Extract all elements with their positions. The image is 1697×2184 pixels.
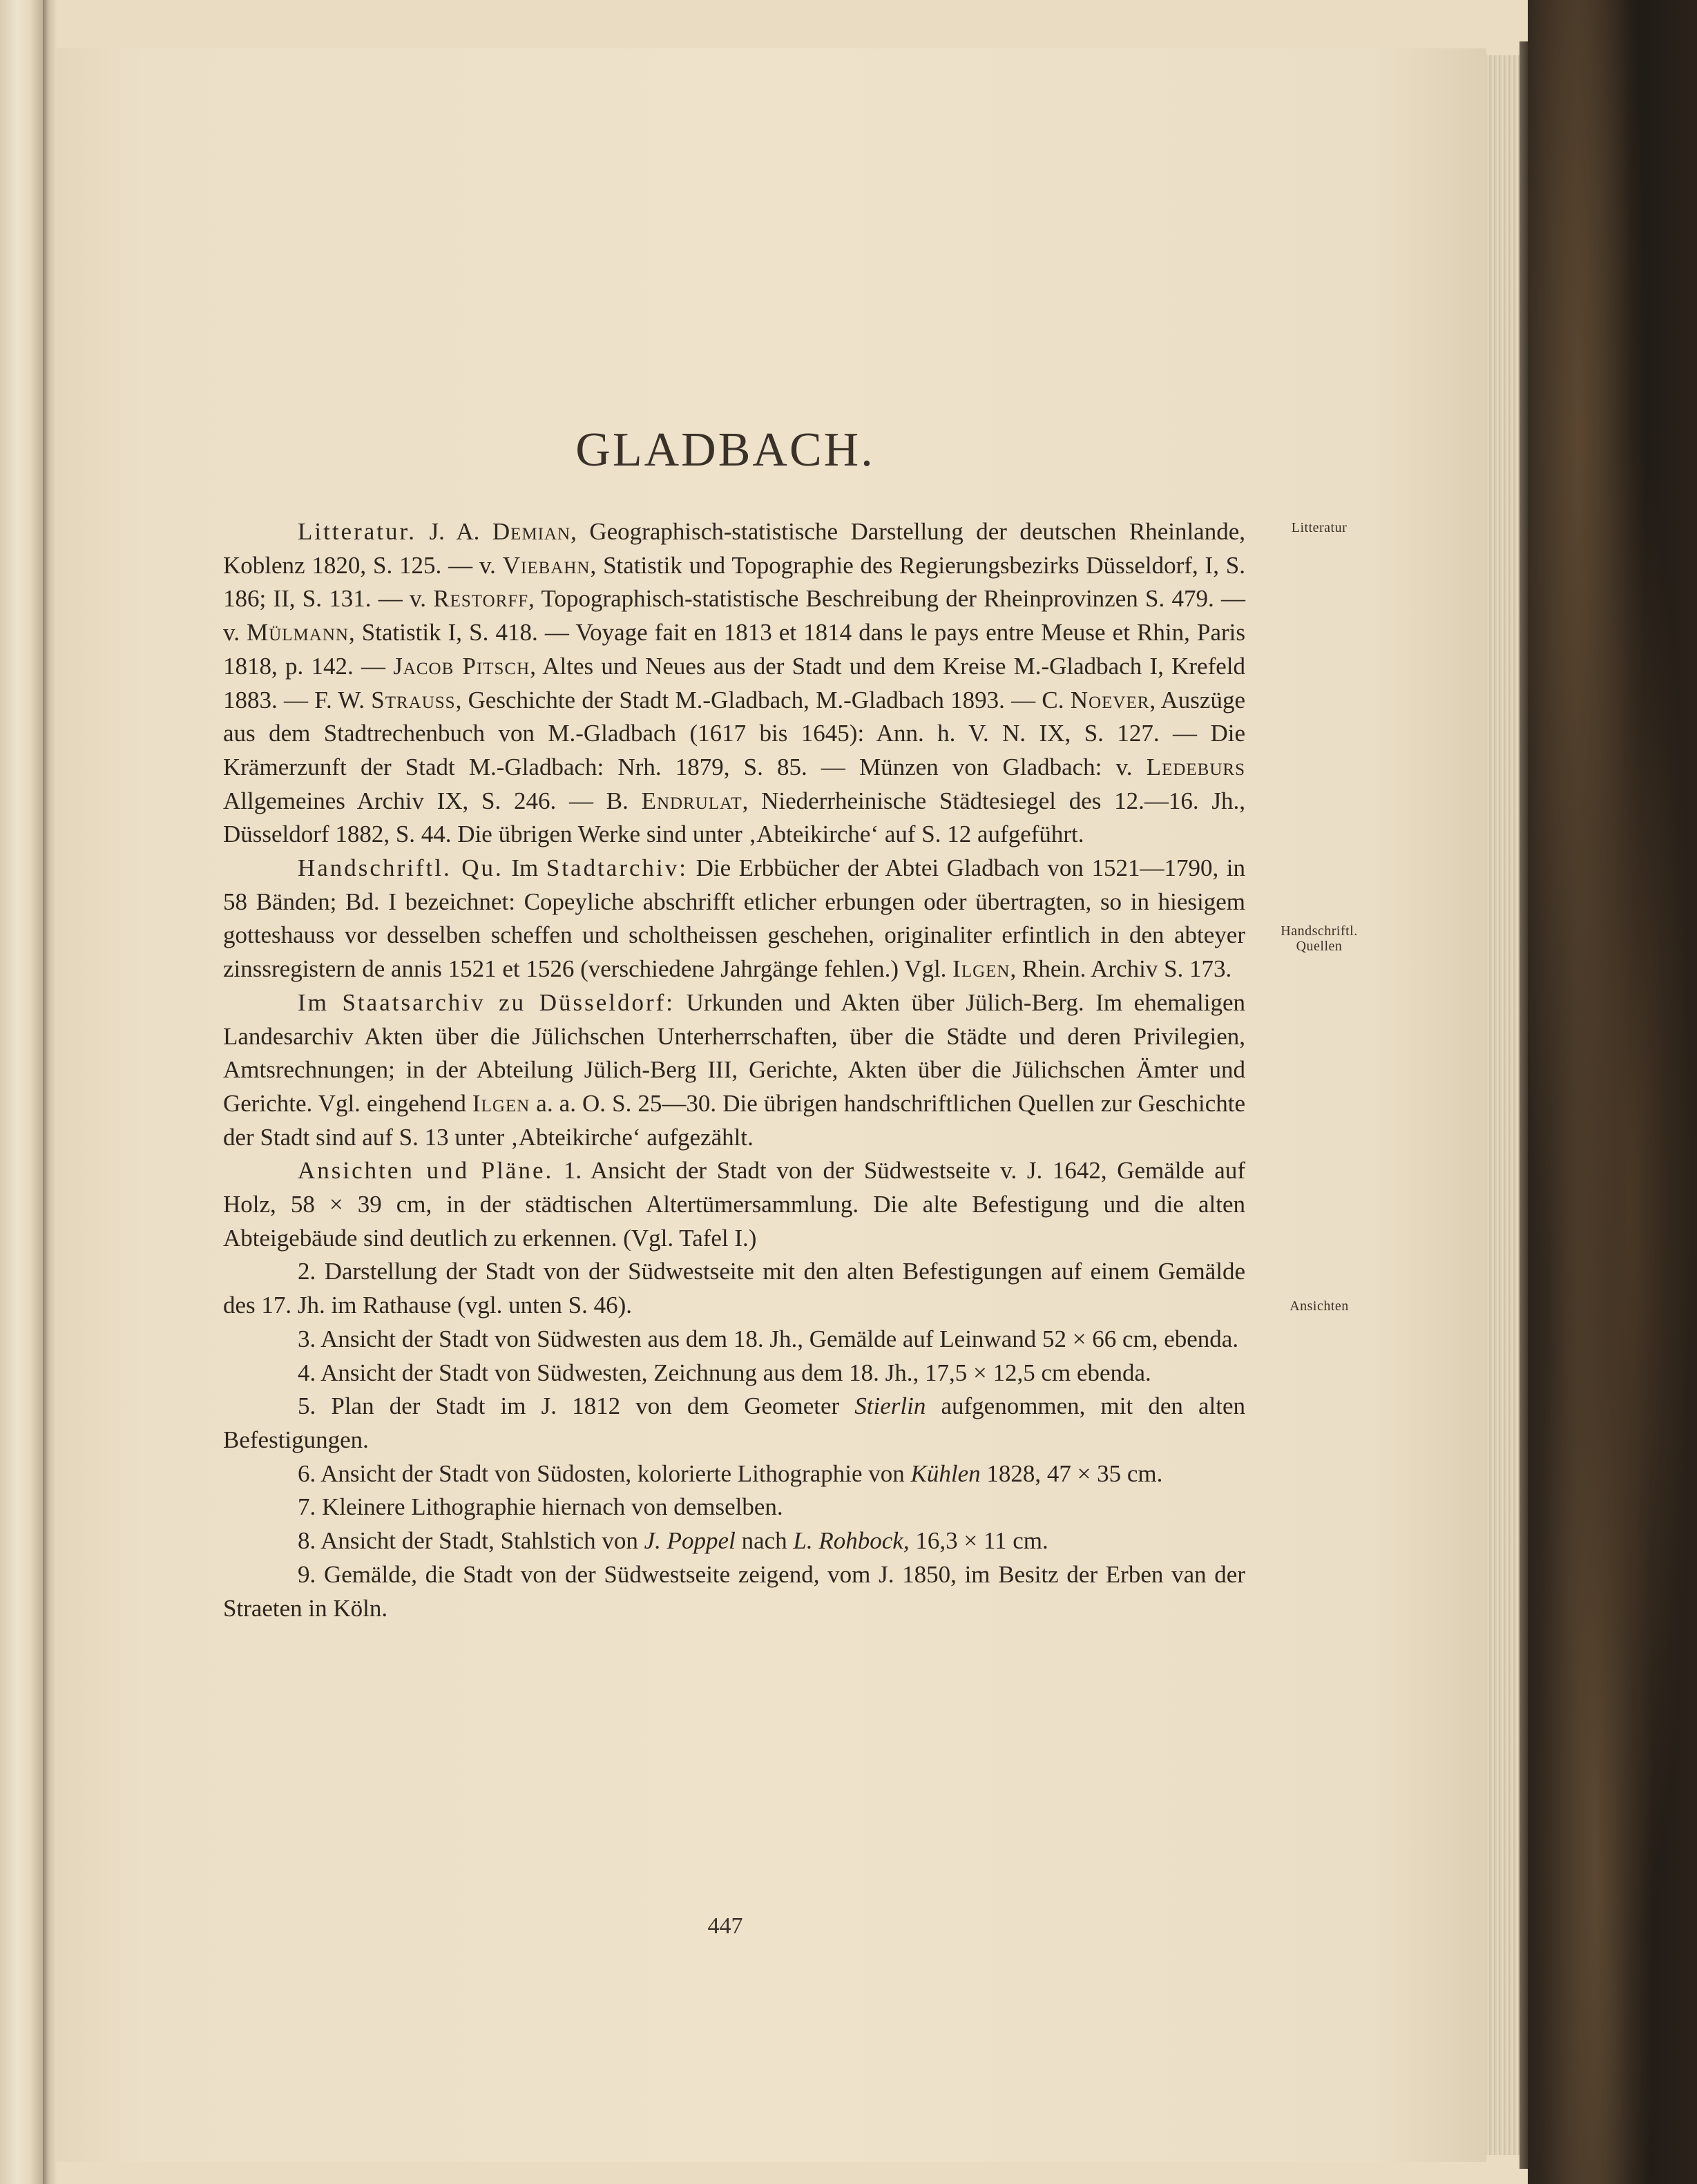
text-run: a. a. O. S. 25—30. Die übrigen handschriftlichen Quellen zur Geschichte der Stadt sind auf S. 13 unter ‚Abteikirche‘ aufgezählt.: [223, 1089, 1245, 1151]
text-run: Urkunden und Akten über Jülich-Berg. Im ehemaligen Landesarchiv Akten über die Jülichschen Unterherrschaften, über die Städte und deren Privilegien, Amtsrechnungen; in der Abteilung Jülich-Berg III, Gerichte, Akten über die Jülichschen Ämter und Gerichte. Vgl. eingehend: [223, 988, 1245, 1117]
margin-note-ansichten: Ansichten: [1289, 1299, 1349, 1314]
text-run: 8. Ansicht der Stadt, Stahlstich von: [298, 1527, 644, 1555]
page-number: 447: [707, 1913, 743, 1939]
text-run: 16,3 × 11 cm.: [909, 1527, 1048, 1555]
book-gutter: [43, 0, 57, 2184]
body-text: [223, 515, 1245, 1625]
list-item-7: 7. Kleinere Lithographie hiernach von demselben.: [298, 1493, 783, 1521]
list-item-3: 3. Ansicht der Stadt von Südwesten aus dem 18. Jh., Gemälde auf Leinwand 52 × 66 cm, ebenda.: [298, 1325, 1239, 1352]
margin-note-handschriftl-line1: Handschriftl.: [1281, 923, 1358, 939]
text-run: , Statistik I, S. 418. — Voyage fait en 1813 et 1814 dans le pays entre Meuse et Rhin, Paris 1818, p. 142. —: [223, 619, 1245, 680]
author-name: Ilgen: [472, 1089, 530, 1117]
section-lead: Stadtarchiv:: [546, 854, 688, 882]
list-item-5: [223, 1390, 1245, 1457]
left-page-edge: [0, 0, 43, 2184]
artist-name: J. Poppel: [644, 1527, 736, 1555]
text-run: 6. Ansicht der Stadt von Südosten, kolorierte Lithographie von: [298, 1459, 911, 1487]
margin-note-litteratur: Litteratur: [1291, 520, 1348, 535]
text-run: , Statistik und Topographie des Regierungsbezirks Düsseldorf, I, S. 186; II, S. 131. — v.: [223, 551, 1245, 613]
text-run: , Topographisch-statistische Beschreibung der Rheinprovinzen S. 479. — v.: [223, 585, 1245, 646]
text-run: Allgemeines Archiv IX, S. 246. — B.: [223, 787, 642, 814]
margin-note-handschriftl: [1264, 923, 1374, 954]
author-name: Mülmann: [247, 619, 349, 646]
page-title: GLADBACH.: [575, 423, 875, 477]
author-name: Strauss: [371, 686, 456, 713]
list-item-2: 2. Darstellung der Stadt von der Südwestseite mit den alten Befestigungen auf einem Gemälde des 17. Jh. im Rathause (vgl. unten S. 46).: [223, 1258, 1245, 1319]
list-item-9: 9. Gemälde, die Stadt von der Südwestseite zeigend, vom J. 1850, im Besitz der Erben van der Straeten in Köln.: [223, 1560, 1245, 1622]
text-run: , Auszüge aus dem Stadtrechenbuch von M.-Gladbach (1617 bis 1645): Ann. h. V. N. IX, S. 127. — Die Krämerzunft der Stadt M.-Gladbach: Nrh. 1879, S. 85. — Münzen von Gladbach: v.: [223, 686, 1245, 780]
text-run: , Geographisch-statistische Darstellung der deutschen Rheinlande, Koblenz 1820, S. 125. — v.: [223, 518, 1245, 579]
text-run: aufgenommen, mit den alten Befestigungen.: [223, 1392, 1245, 1453]
artist-name: Stierlin: [854, 1392, 926, 1420]
paragraph-ansichten: [223, 1154, 1245, 1255]
text-run: nach: [735, 1527, 794, 1555]
text-run: , Niederrheinische Städtesiegel des 12.—16. Jh., Düsseldorf 1882, S. 44. Die übrigen Werke sind unter ‚Abteikirche‘ auf S. 12 aufgeführt.: [223, 787, 1245, 848]
list-item-6: [223, 1457, 1245, 1491]
author-name: Jacob Pitsch: [393, 652, 530, 680]
text-run: 5. Plan der Stadt im J. 1812 von dem Geometer: [298, 1392, 855, 1420]
text-run: , Rhein. Archiv S. 173.: [1010, 955, 1232, 983]
author-name: Demian: [492, 518, 571, 545]
section-lead: Im Staatsarchiv zu Düsseldorf:: [298, 988, 675, 1016]
author-name: Noever: [1070, 686, 1150, 713]
text-run: 1828, 47 × 35 cm.: [980, 1459, 1163, 1487]
text-run: Im: [503, 854, 546, 882]
text-run: , Altes und Neues aus der Stadt und dem Kreise M.-Gladbach I, Krefeld 1883. — F. W.: [223, 652, 1245, 713]
artist-name: Kühlen: [910, 1459, 981, 1487]
author-name: Restorff: [433, 585, 529, 613]
text-run: 1. Ansicht der Stadt von der Südwestseite v. J. 1642, Gemälde auf Holz, 58 × 39 cm, in der städtischen Altertümersammlung. Die alte Befestigung und die alten Abteigebäude sind deutlich zu erkennen. (Vgl. Tafel I.): [223, 1157, 1245, 1252]
paragraph-staatsarchiv: [223, 986, 1245, 1155]
artist-name: L. Rohbock,: [793, 1527, 910, 1555]
margin-note-handschriftl-line2: Quellen: [1296, 939, 1343, 954]
section-lead: Handschriftl. Qu.: [298, 854, 504, 882]
author-name: Ilgen: [952, 955, 1010, 983]
text-run: , Geschichte der Stadt M.-Gladbach, M.-Gladbach 1893. — C.: [455, 686, 1071, 713]
list-item-8: [223, 1524, 1245, 1558]
section-lead: Ansichten und Pläne.: [298, 1157, 554, 1185]
paragraph-litteratur: [223, 515, 1245, 852]
author-name: Viebahn: [502, 551, 591, 579]
book-cover: [1528, 0, 1697, 2184]
author-name: Ledeburs: [1146, 753, 1245, 780]
author-name: Endrulat: [641, 787, 742, 814]
text-run: J. A.: [416, 518, 492, 545]
paragraph-handschriftl: [223, 852, 1245, 986]
list-item-4: 4. Ansicht der Stadt von Südwesten, Zeichnung aus dem 18. Jh., 17,5 × 12,5 cm ebenda.: [298, 1359, 1151, 1386]
text-run: Die Erbbücher der Abtei Gladbach von 1521—1790, in 58 Bänden; Bd. I bezeichnet: Copeyliche abschrifft etlicher erbungen oder übertragten, so in hiesigem gotteshauss vor desselben scheffen und scholtheissen geschehen, originaliter erfintlich in den abteyer zinssregistern de annis 1521 et 1526 (verschiedene Jahrgänge fehlen.) Vgl.: [223, 854, 1245, 983]
section-lead: Litteratur.: [298, 518, 416, 545]
